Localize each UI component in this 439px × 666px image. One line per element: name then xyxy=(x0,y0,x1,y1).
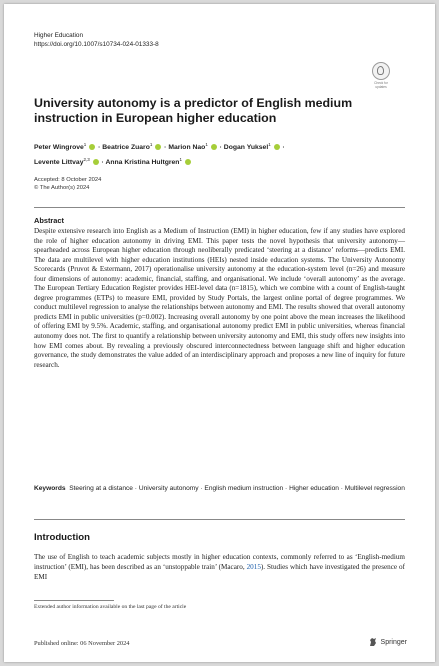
introduction-text-part: ). Studies which have investigated the presence of EMI xyxy=(34,562,405,581)
abstract-text: Despite extensive research into English as a Medium of Instruction (EMI) in higher education, few if any studies have explored the role of higher education autonomy in driving EMI. This paper tests the novel hypothesis that university autonomy—spearheaded across European higher education through neoliberally predicated ‘steering at a distance’ reforms—predicts EMI. The data are multilevel with higher education institutions (HEIs) nested inside education systems. The University Autonomy Scorecards (Pruvot & Estermann, 2017) operationalise university autonomy at the education-system level (n=26) and measure four dimensions of autonomy: academic, financial, staffing, and organisational. We include ‘overall autonomy’ as the average. The European Tertiary Education Register provides HEI-level data (n=1815), which we combine with a count of English-taught degree programmes (ETPs) to measure EMI, provided by Study Portals, the largest online portal of degree programmes. We conduct multilevel regression to analyse the relationships between autonomy and EMI. The results showed that overall autonomy predicts EMI in public universities (p=0.002). Increasing overall autonomy by one point above the mean increases the likelihood of offering EMI by 9.5%. Academic, staffing, and organisational autonomy predict EMI in public universities, whereas financial autonomy does not. The first to quantify a relationship between university autonomy and EMI, this study offers new insights into how EMI comes about. By revealing a previously obscured interconnectedness between language shift and higher education governance, the study demonstrates the value added of an interdisciplinary approach and proposes a new line of inquiry for future research. xyxy=(34,227,405,369)
author-affiliation: 1 xyxy=(149,142,153,147)
footnote: Extended author information available on the last page of the article xyxy=(34,604,187,610)
doi-link[interactable]: https://doi.org/10.1007/s10734-024-01333-8 xyxy=(34,41,159,48)
author-affiliation: 1 xyxy=(83,142,87,147)
orcid-icon[interactable] xyxy=(185,159,191,165)
author-name: Beatrice Zuaro xyxy=(102,144,150,151)
author-name: Anna Kristina Hultgren xyxy=(105,159,180,166)
check-for-updates-icon xyxy=(372,62,390,80)
divider xyxy=(34,519,405,520)
divider xyxy=(34,207,405,208)
paper-title: University autonomy is a predictor of English medium instruction in European higher education xyxy=(34,96,353,125)
check-for-updates-label: Check for updates xyxy=(374,81,388,89)
springer-horse-icon xyxy=(368,637,378,647)
author-name: Marion Nao xyxy=(168,144,206,151)
orcid-icon[interactable] xyxy=(274,144,280,150)
paper-page xyxy=(4,4,435,662)
author-line-1: Peter Wingrove$^1$ · Beatrice Zuaro$^1$ · Marion Nao$^1$ · Dogan Yuksel$^1$ · xyxy=(34,142,285,151)
publisher-logo xyxy=(368,637,407,647)
citation-link[interactable]: 2015 xyxy=(246,562,261,571)
author-affiliation: 1 xyxy=(205,142,208,147)
copyright-note: © The Author(s) 2024 xyxy=(34,185,90,191)
author-line-2: Levente Littvay$^{2,3}$ · Anna Kristina Hultgren$^1$ xyxy=(34,154,404,169)
keywords-list: Steering at a distance · University autonomy · English medium instruction · Higher education · Multilevel regression xyxy=(69,485,405,492)
check-for-updates-badge[interactable] xyxy=(370,62,392,88)
orcid-icon[interactable] xyxy=(89,144,95,150)
keywords xyxy=(34,484,405,494)
published-date: Published online: 06 November 2024 xyxy=(34,640,130,647)
accepted-date: Accepted: 8 October 2024 xyxy=(34,177,102,183)
footnote-divider xyxy=(34,600,114,601)
introduction-text xyxy=(34,553,405,582)
keywords-label: Keywords xyxy=(34,485,66,492)
journal-name: Higher Education xyxy=(34,32,84,39)
author-name: Levente Littvay xyxy=(34,159,84,166)
author-affiliation: 1 xyxy=(179,157,182,162)
orcid-icon[interactable] xyxy=(93,159,99,165)
publisher-name: Springer xyxy=(380,638,407,646)
author-affiliation: 1 xyxy=(268,142,271,147)
abstract-heading: Abstract xyxy=(34,216,64,225)
orcid-icon[interactable] xyxy=(155,144,161,150)
author-name: Dogan Yuksel xyxy=(223,144,269,151)
introduction-text-part: The use of English to teach academic subjects mostly in higher education contexts, commonly referred to as ‘English-medium instruction’ (EMI), has been described as an ‘unstoppable train’ (Macaro, xyxy=(34,553,405,571)
introduction-heading: Introduction xyxy=(34,532,90,543)
author-affiliation: 2,3 xyxy=(83,157,90,162)
author-name: Peter Wingrove xyxy=(34,144,84,151)
author-list xyxy=(34,139,404,169)
orcid-icon[interactable] xyxy=(211,144,217,150)
